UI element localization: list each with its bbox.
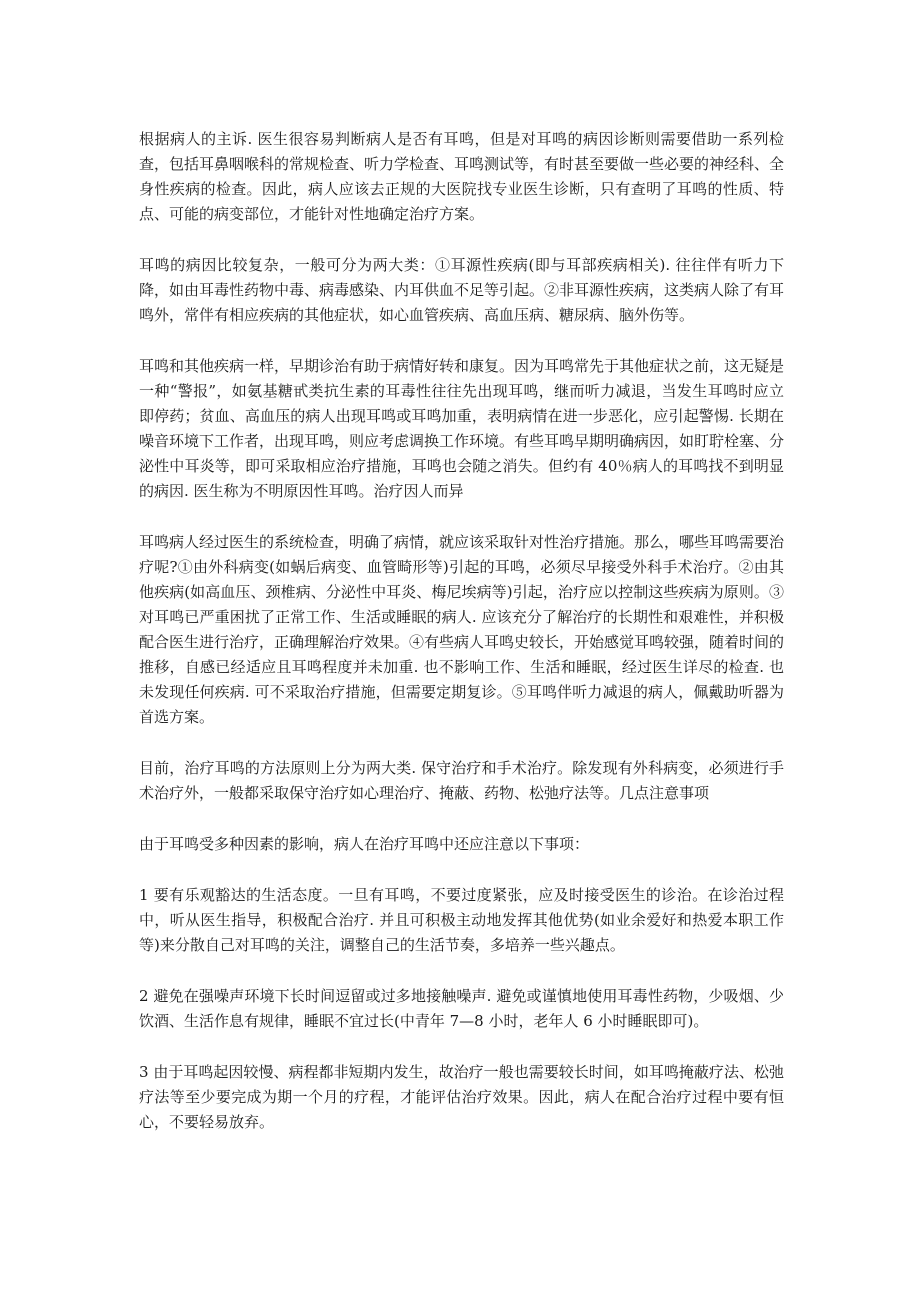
paragraph-early-treatment: 耳鸣和其他疾病一样，早期诊治有助于病情好转和康复。因为耳鸣常先于其他症状之前，这无疑是一种“警报”，如氨基糖甙类抗生素的耳毒性往往先出现耳鸣，继而听力减退，当发生耳鸣时应立即停药；贫血、高血压的病人出现耳鸣或耳鸣加重，表明病情在进一步恶化，应引起警惕. 长期在噪音环境下工作者，出现耳鸣，则应考虑调换工作环境。有些耳鸣早期明确病因，如盯聍栓塞、分泌性中耳炎等，即可采取相应治疗措施，耳鸣也会随之消失。但约有 40％病人的耳鸣找不到明显的病因. 医生称为不明原因性耳鸣。治疗因人而异 [139, 357, 785, 500]
paragraph-treatment-cases: 耳鸣病人经过医生的系统检查，明确了病情，就应该采取针对性治疗措施。那么，哪些耳鸣需要治疗呢?①由外科病变(如蜗后病变、血管畸形等)引起的耳鸣，必须尽早接受外科手术治疗。②由其他疾病(如高血压、颈椎病、分泌性中耳炎、梅尼埃病等)引起，治疗应以控制这些疾病为原则。③对耳鸣已严重困扰了正常工作、生活或睡眠的病人. 应该充分了解治疗的长期性和艰难性，并积极配合医生进行治疗，正确理解治疗效果。④有些病人耳鸣史较长，开始感觉耳鸣较强，随着时间的推移，自感已经适应且耳鸣程度并未加重. 也不影响工作、生活和睡眠，经过医生详尽的检查. 也未发现任何疾病. 可不采取治疗措施，但需要定期复诊。⑤耳鸣伴听力减退的病人，佩戴助听器为首选方案。 [139, 533, 785, 726]
paragraph-diagnosis: 根据病人的主诉. 医生很容易判断病人是否有耳鸣，但是对耳鸣的病因诊断则需要借助一系列检查，包括耳鼻咽喉科的常规检查、听力学检查、耳鸣测试等，有时甚至要做一些必要的神经科、全身性疾病的检查。因此，病人应该去正规的大医院找专业医生诊断，只有查明了耳鸣的性质、特点、可能的病变部位，才能针对性地确定治疗方案。 [139, 130, 785, 223]
paragraph-precaution-1: 1 要有乐观豁达的生活态度。一旦有耳鸣，不要过度紧张，应及时接受医生的诊治。在诊治过程中，听从医生指导，积极配合治疗. 并且可积极主动地发挥其他优势(如业余爱好和热爱本职工作等)来分散自己对耳鸣的关注，调整自己的生活节奏，多培养一些兴趣点。 [139, 886, 784, 954]
paragraph-precaution-2: 2 避免在强噪声环境下长时间逗留或过多地接触噪声. 避免或谨慎地使用耳毒性药物，少吸烟、少饮酒、生活作息有规律，睡眠不宜过长(中青年 7—8 小时，老年人 6 小时睡眠即可)。 [139, 987, 784, 1030]
paragraph-causes: 耳鸣的病因比较复杂，一般可分为两大类：①耳源性疾病(即与耳部疾病相关). 往往伴有听力下降，如由耳毒性药物中毒、病毒感染、内耳供血不足等引起。②非耳源性疾病，这类病人除了有耳鸣外，常伴有相应疾病的其他症状，如心血管疾病、高血压病、糖尿病、脑外伤等。 [139, 256, 785, 324]
paragraph-treatment-methods: 目前，治疗耳鸣的方法原则上分为两大类. 保守治疗和手术治疗。除发现有外科病变，必须进行手术治疗外，一般都采取保守治疗如心理治疗、掩蔽、药物、松弛疗法等。几点注意事项 [139, 759, 784, 802]
document-body [139, 127, 784, 1161]
paragraph-precaution-3: 3 由于耳鸣起因较慢、病程都非短期内发生，故治疗一般也需要较长时间，如耳鸣掩蔽疗法、松弛疗法等至少要完成为期一个月的疗程，才能评估治疗效果。因此，病人在配合治疗过程中要有恒心，不要轻易放弃。 [139, 1063, 784, 1131]
paragraph-precautions-intro: 由于耳鸣受多种因素的影响，病人在治疗耳鸣中还应注意以下事项： [139, 835, 590, 853]
